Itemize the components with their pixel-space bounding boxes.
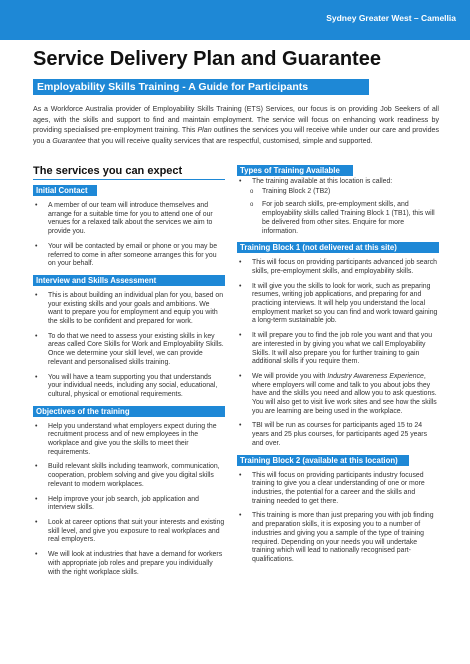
list-item: • It will prepare you to find the job role you want and that you are interested in by giving you what we call Employability Skills. It will also prepare you for further training to gain additional skills if you require them. [239, 332, 433, 366]
list-item: • You will have a team supporting you that understands your individual needs, including any social, educational, cultural, physical or emotional requirements. [35, 373, 218, 398]
list-item: • It will give you the skills to look for work, such as preparing resumes, writing job applications, and preparing for and practicing interviews. It will help you understand the local employment market so you can find and work toward gaining a long-term sustainable job. [239, 282, 438, 325]
list-item: • This training is more than just preparing you with job finding and preparation skills, it is exposing you to a number of industries and giving you a sample of the type of training required. Depending on your needs you will undertake training which will lead to nationally recognised part-qualifications. [239, 512, 434, 563]
objectives-section [33, 406, 225, 578]
objectives-label: Objectives of the training [33, 406, 225, 417]
bullet-icon: • [239, 332, 242, 340]
bullet-icon: • [239, 282, 242, 290]
list-item: • This will focus on providing participants advanced job search skills, pre-employment skills, and employability skills. [239, 259, 437, 275]
bullet-icon: • [35, 551, 38, 559]
interview-section [33, 275, 225, 400]
sub-list-item: o For job search skills, pre-employment skills, and employability skills called Training Block 1 (TB1), this will be delivered from other sites. Enquire for more information. [250, 201, 435, 235]
list-item: • A member of our team will introduce themselves and arrange for a suitable time for you to attend one of our venues for a relaxed talk about the services we aim to provide you. [35, 202, 213, 236]
interview-label: Interview and Skills Assessment [33, 275, 225, 286]
region-label: Sydney Greater West – Camellia [326, 13, 456, 23]
tb1-section [237, 242, 439, 448]
bullet-icon: • [35, 332, 38, 340]
list-item: • We will look at industries that have a demand for workers with appropriate job roles and prepare you individually with the right workplace skills. [35, 551, 223, 576]
bullet-icon: • [35, 202, 38, 209]
tb2-section [237, 455, 439, 565]
left-column [33, 165, 225, 583]
list-item: • TBI will be run as courses for participants aged 15 to 24 years and 25 plus courses, for participants aged 25 years and over. [239, 422, 428, 447]
tb1-label: Training Block 1 (not delivered at this site) [237, 242, 439, 253]
list-item: • The training available at this location is called: [239, 178, 393, 185]
page-title: Service Delivery Plan and Guarantee [33, 48, 381, 70]
bullet-icon: • [35, 291, 38, 299]
bullet-icon: • [35, 373, 38, 381]
list-item: • We will provide you with Industry Awareness Experience, where employers will come and talk to you about jobs they have and the skills you need and allow you to ask questions. You will also get to visit live work sites and see how the skills you are learning are being used in the workplace. [239, 372, 437, 415]
list-item: • Your will be contacted by email or phone or you may be referred to come in after someone arranges this for you on your behalf. [35, 242, 218, 268]
bullet-icon: • [35, 463, 38, 471]
initial-contact-label: Initial Contact [33, 185, 97, 196]
bullet-icon: • [35, 422, 38, 430]
types-label: Types of Training Available [237, 165, 353, 176]
bullet-icon: • [35, 495, 38, 503]
bullet-icon: • [239, 178, 242, 185]
sub-list-item: o Training Block 2 (TB2) [250, 187, 331, 195]
list-item: • Help improve your job search, job application and interview skills. [35, 495, 199, 512]
list-item: • To do that we need to assess your existing skills in key areas called Core Skills for Work and Employability Skills. Once we determine your skill level, we can provide relevant and personalised skills training. [35, 332, 224, 366]
bullet-icon: • [239, 422, 242, 430]
bullet-icon: • [239, 512, 242, 520]
bullet-icon: • [35, 518, 38, 526]
page-subtitle: Employability Skills Training - A Guide for Participants [33, 79, 369, 95]
bullet-icon: • [35, 242, 38, 250]
header-bar [0, 0, 470, 40]
list-item: • This will focus on providing participants industry focused training to give you a clear understanding of one or more industries, the potential for a career and the skills and training needed to get there. [239, 471, 425, 505]
intro-paragraph: As a Workforce Australia provider of Employability Skills Training (ETS) Services, our focus is on providing Job Seekers of all ages, with the skills and support to find and maintain employment. The service will focus on enhancing work readiness by providing specialised pre-employment training. This Plan outlines the services you will receive while under our care and provides you a Guarantee that you will receive quality services that are respectful, customised, simple and supported. [33, 105, 440, 146]
list-item: • This is about building an individual plan for you, based on your existing skills and your goals and ambitions. We want to prepare you for employment and equip you with the skills to be confident and prepared for work. [35, 291, 224, 326]
bullet-icon: • [239, 372, 242, 380]
bullet-icon: • [239, 259, 242, 267]
bullet-icon: • [239, 471, 242, 479]
types-section [237, 165, 439, 236]
circle-bullet-icon: o [250, 188, 254, 195]
initial-contact-section [33, 185, 225, 269]
tb2-label: Training Block 2 (available at this location) [237, 455, 409, 466]
services-heading: The services you can expect [33, 165, 225, 180]
list-item: • Look at career options that suit your interests and existing skill level, and give you exposure to real workplaces and real employers. [35, 518, 225, 544]
right-column [237, 165, 439, 571]
list-item: • Build relevant skills including teamwork, communication, cooperation, problem solving and give you digital skills relevant to modern workplaces. [35, 463, 220, 488]
circle-bullet-icon: o [250, 202, 254, 209]
list-item: • Help you understand what employers expect during the recruitment process and of new employees in the workplace and give you the skills to meet their requirements. [35, 422, 217, 456]
